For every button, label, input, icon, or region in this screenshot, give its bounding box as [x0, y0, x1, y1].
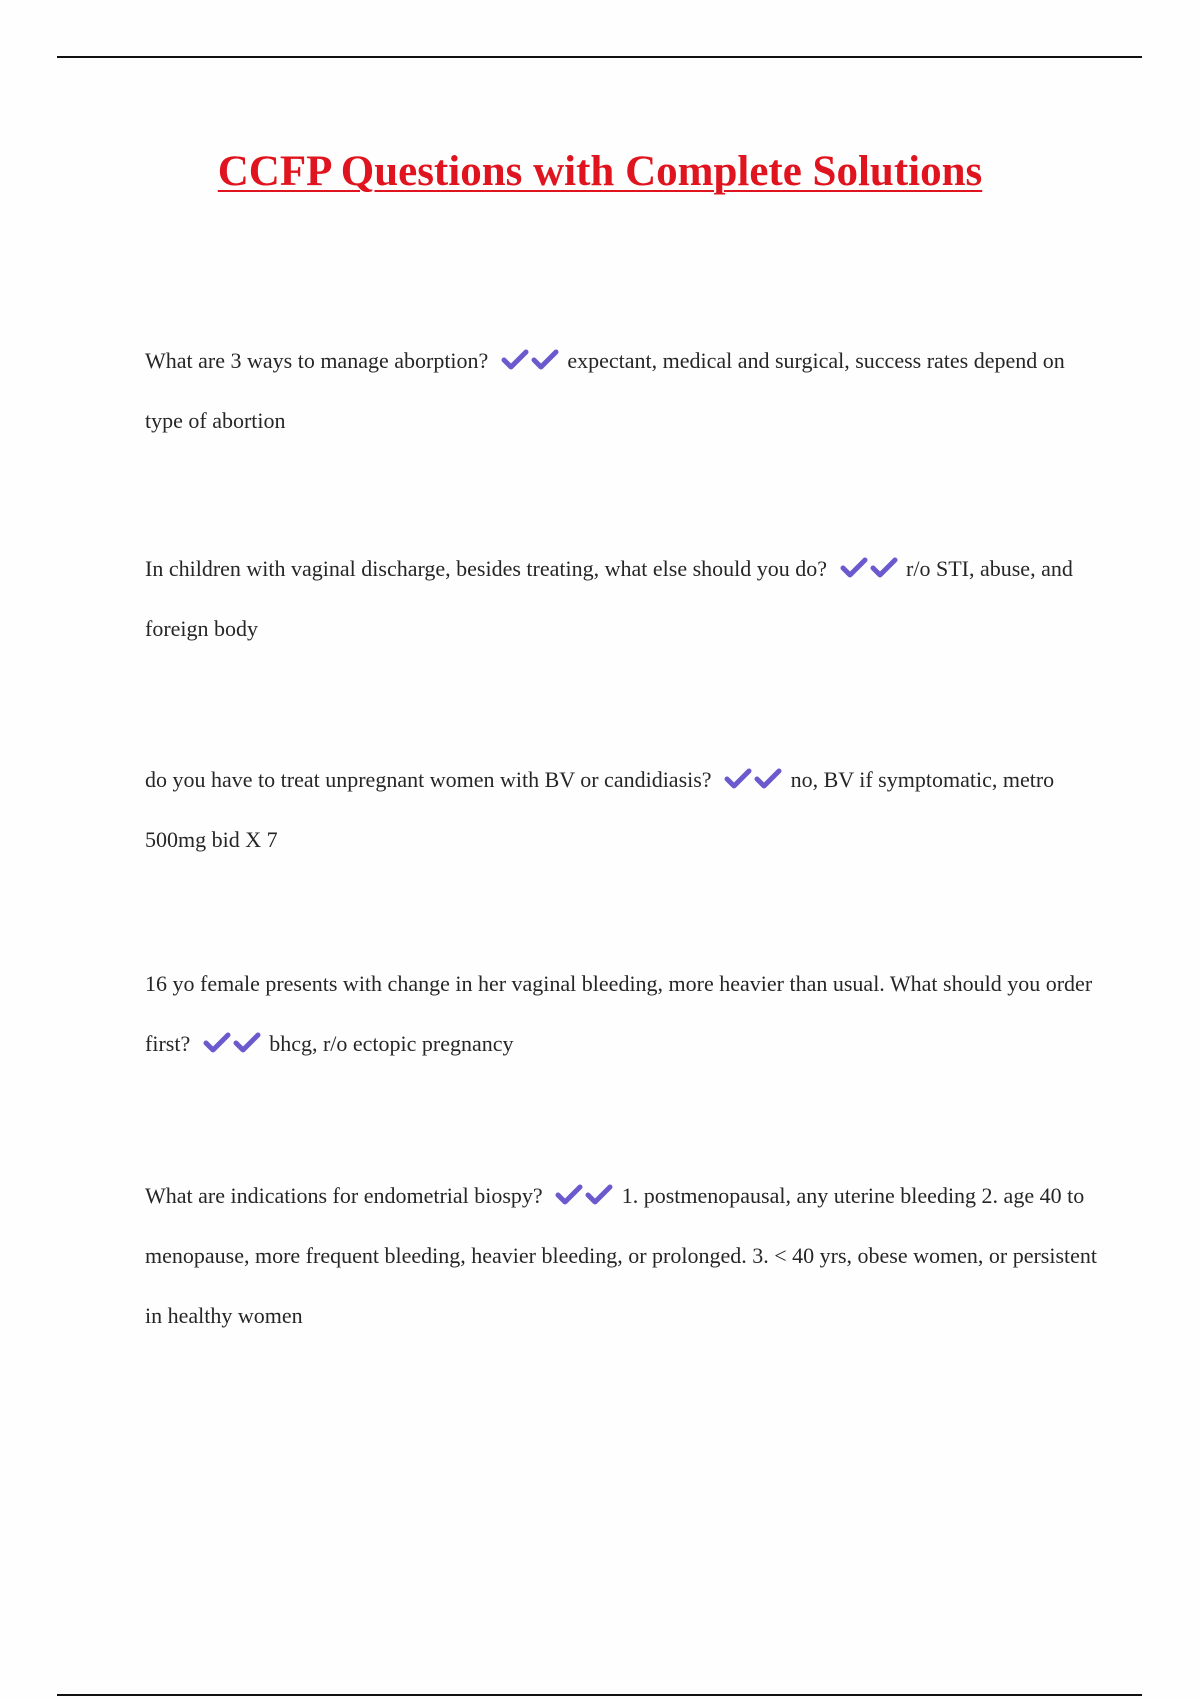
check-icon [839, 556, 869, 580]
check-icon [500, 348, 530, 372]
answer-text: r/o STI, abuse, and foreign body [145, 556, 1073, 641]
question-text: In children with vaginal discharge, besides treating, what else should you do? [145, 556, 828, 581]
qa-item-4 [145, 954, 1100, 1074]
check-icon [869, 556, 899, 580]
question-text: 16 yo female presents with change in her vaginal bleeding, more heavier than usual. What should you order first? [145, 971, 1093, 1056]
double-check-icons [723, 750, 783, 810]
check-icon [554, 1183, 584, 1207]
page-title [0, 146, 1200, 198]
double-check-icons [202, 1014, 262, 1074]
question-text: What are indications for endometrial biospy? [145, 1183, 543, 1208]
double-check-icons [839, 539, 899, 599]
check-icon [723, 767, 753, 791]
top-rule [57, 56, 1142, 58]
qa-item-1 [145, 331, 1100, 451]
qa-item-3 [145, 750, 1100, 870]
answer-text: bhcg, r/o ectopic pregnancy [269, 1031, 514, 1056]
check-icon [584, 1183, 614, 1207]
question-text: do you have to treat unpregnant women with BV or candidiasis? [145, 767, 712, 792]
answer-text: 1. postmenopausal, any uterine bleeding 2. age 40 to menopause, more frequent bleeding, heavier bleeding, or prolonged. 3. < 40 yrs, obese women, or persistent in healthy women [145, 1183, 1098, 1328]
bottom-rule [57, 1694, 1142, 1696]
check-icon [753, 767, 783, 791]
page-title-text: CCFP Questions with Complete Solutions [217, 148, 983, 195]
check-icon [202, 1031, 232, 1055]
qa-item-5 [145, 1166, 1100, 1346]
double-check-icons [500, 331, 560, 391]
check-icon [530, 348, 560, 372]
answer-text: no, BV if symptomatic, metro 500mg bid X 7 [145, 767, 1055, 852]
check-icon [232, 1031, 262, 1055]
question-text: What are 3 ways to manage aborption? [145, 348, 489, 373]
qa-item-2 [145, 539, 1100, 659]
double-check-icons [554, 1166, 614, 1226]
answer-text: expectant, medical and surgical, success rates depend on type of abortion [145, 348, 1065, 433]
